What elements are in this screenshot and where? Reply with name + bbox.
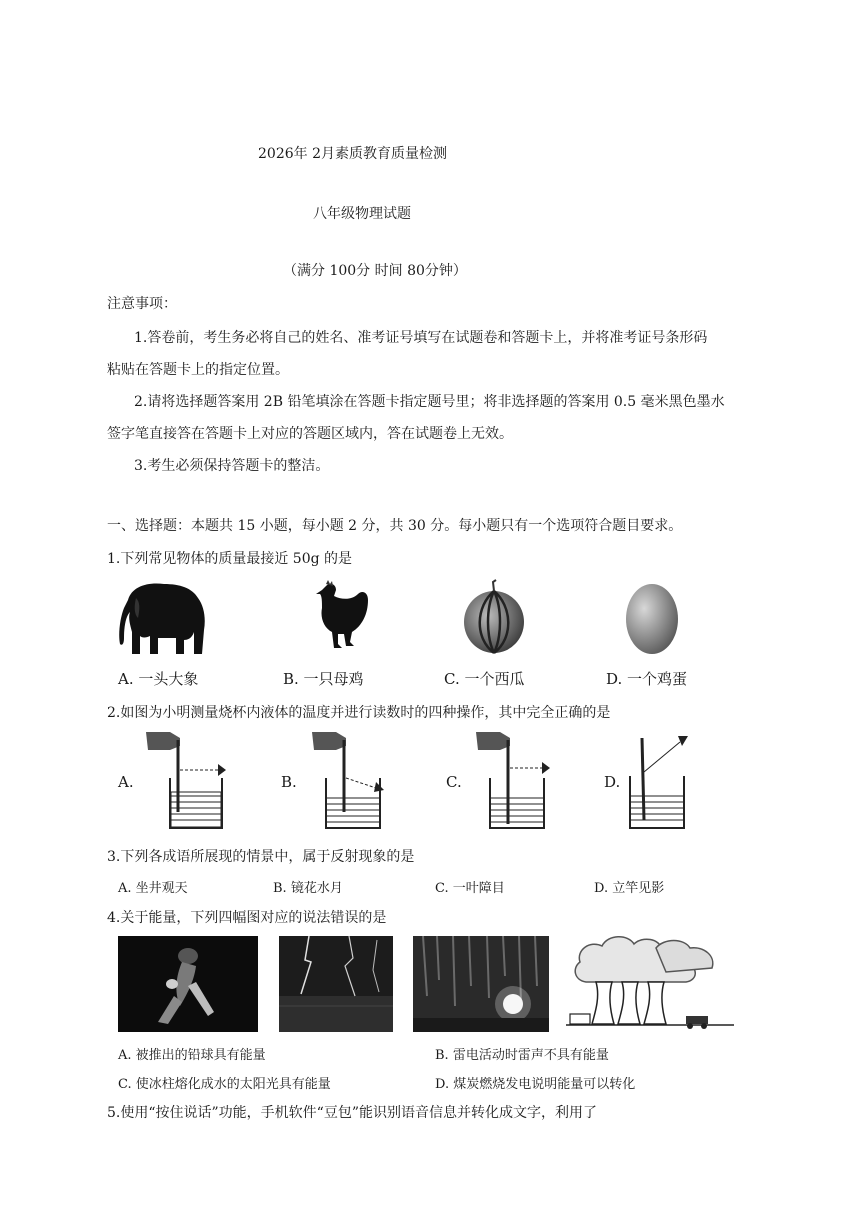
exam-title: 2026年 2月素质教育质量检测	[258, 146, 447, 162]
thermometer-setup-a	[140, 728, 240, 830]
q4-option-a: A. 被推出的铅球具有能量	[118, 1048, 266, 1063]
shot-put-photo	[118, 936, 258, 1032]
note-item-1-line-2: 粘贴在答题卡上的指定位置。	[107, 362, 289, 378]
thermometer-setup-d	[624, 728, 714, 830]
q1-option-c: C. 一个西瓜	[444, 670, 525, 688]
elephant-image	[118, 578, 210, 656]
lightning-photo	[279, 936, 393, 1032]
q2-label-d: D.	[604, 773, 621, 791]
q2-stem: 2.如图为小明测量烧杯内液体的温度并进行读数时的四种操作，其中完全正确的是	[107, 705, 611, 721]
q5-stem: 5.使用“按住说话”功能，手机软件“豆包”能识别语音信息并转化成文字，利用了	[107, 1105, 597, 1121]
q2-label-a: A.	[118, 773, 134, 791]
subject-title: 八年级物理试题	[313, 206, 411, 222]
q1-option-a: A. 一头大象	[118, 670, 199, 688]
note-item-2-line-2: 签字笔直接答在答题卡上对应的答题区域内，答在试题卷上无效。	[107, 426, 513, 442]
q1-option-d: D. 一个鸡蛋	[606, 670, 688, 688]
score-time: （满分 100分 时间 80分钟）	[283, 263, 467, 279]
egg-image	[624, 580, 680, 656]
section-heading: 一、选择题：本题共 15 小题，每小题 2 分，共 30 分。每小题只有一个选项符合题目要求。	[107, 518, 683, 534]
q3-option-c: C. 一叶障目	[435, 881, 505, 896]
q3-option-a: A. 坐井观天	[118, 881, 188, 896]
q2-label-b: B.	[281, 773, 297, 791]
q4-stem: 4.关于能量，下列四幅图对应的说法错误的是	[107, 910, 387, 926]
q1-stem: 1.下列常见物体的质量最接近 50g 的是	[107, 551, 353, 567]
thermometer-setup-b	[306, 728, 406, 830]
q2-label-c: C.	[446, 773, 462, 791]
q1-option-b: B. 一只母鸡	[283, 670, 364, 688]
power-plant-image	[566, 932, 734, 1032]
note-item-3: 3.考生必须保持答题卡的整洁。	[134, 458, 330, 474]
sunlight-icicle-photo	[413, 936, 549, 1032]
watermelon-image	[462, 578, 527, 656]
q4-option-d: D. 煤炭燃烧发电说明能量可以转化	[435, 1077, 636, 1092]
note-item-1-line-1: 1.答卷前，考生务必将自己的姓名、准考证号填写在试题卷和答题卡上，并将准考证号条形码	[134, 330, 708, 346]
q4-option-b: B. 雷电活动时雷声不具有能量	[435, 1048, 609, 1063]
q4-option-c: C. 使冰柱熔化成水的太阳光具有能量	[118, 1077, 331, 1092]
q3-stem: 3.下列各成语所展现的情景中，属于反射现象的是	[107, 849, 415, 865]
q3-option-d: D. 立竿见影	[594, 881, 665, 896]
q3-option-b: B. 镜花水月	[273, 881, 343, 896]
note-item-2-line-1: 2.请将选择题答案用 2B 铅笔填涂在答题卡指定题号里；将非选择题的答案用 0.5 毫米黑色墨水	[134, 394, 725, 410]
notes-heading: 注意事项：	[107, 296, 177, 312]
thermometer-setup-c	[470, 728, 570, 830]
hen-image	[312, 580, 372, 655]
